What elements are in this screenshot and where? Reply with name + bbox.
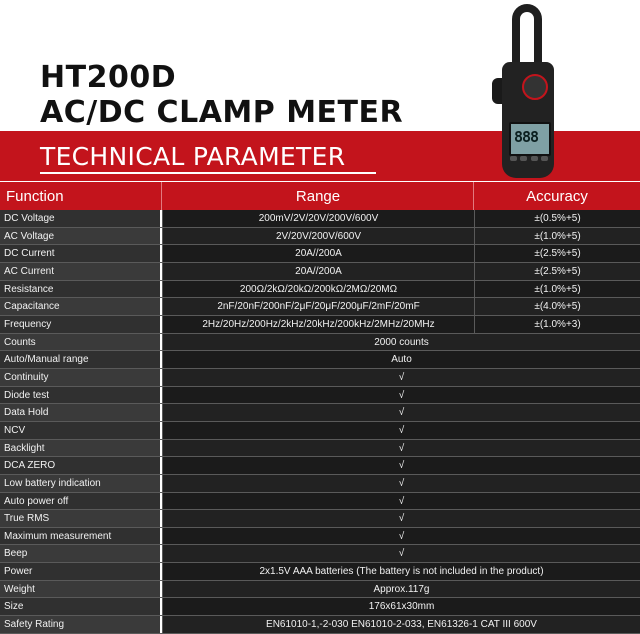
table-row: [0, 598, 640, 616]
rotary-dial: [522, 74, 548, 100]
function-label: DC Voltage: [0, 210, 160, 227]
clamp-meter-image: [492, 4, 562, 178]
spec-value: √: [162, 422, 640, 439]
function-label: Counts: [0, 334, 160, 351]
table-row: [0, 422, 640, 440]
accuracy-value: ±(4.0%+5): [474, 298, 640, 315]
accuracy-value: ±(1.0%+5): [474, 228, 640, 245]
spec-value: √: [162, 493, 640, 510]
table-row: [0, 493, 640, 511]
section-subtitle: TECHNICAL PARAMETER: [40, 142, 346, 171]
table-row: [0, 510, 640, 528]
function-label: Continuity: [0, 369, 160, 386]
table-row: [0, 334, 640, 352]
function-label: Auto power off: [0, 493, 160, 510]
spec-value: √: [162, 528, 640, 545]
table-row: [0, 298, 640, 316]
range-value: 2V/20V/200V/600V: [162, 228, 474, 245]
function-label: AC Voltage: [0, 228, 160, 245]
table-row: [0, 210, 640, 228]
range-value: 2nF/20nF/200nF/2μF/20μF/200μF/2mF/20mF: [162, 298, 474, 315]
header-range: Range: [295, 188, 341, 205]
table-row: [0, 245, 640, 263]
accuracy-value: ±(2.5%+5): [474, 263, 640, 280]
function-label: Power: [0, 563, 160, 580]
meter-button: [531, 156, 538, 161]
spec-value: √: [162, 440, 640, 457]
table-row: [0, 387, 640, 405]
function-label: Weight: [0, 581, 160, 598]
table-row: [0, 281, 640, 299]
table-row: [0, 440, 640, 458]
function-label: Maximum measurement: [0, 528, 160, 545]
range-value: 200mV/2V/20V/200V/600V: [162, 210, 474, 227]
spec-value: 2x1.5V AAA batteries (The battery is not included in the product): [162, 563, 640, 580]
spec-value: √: [162, 510, 640, 527]
function-label: Beep: [0, 545, 160, 562]
spec-value: √: [162, 369, 640, 386]
clamp-jaw: [512, 4, 542, 68]
spec-table: [0, 182, 640, 634]
function-label: Data Hold: [0, 404, 160, 421]
range-value: 2Hz/20Hz/200Hz/2kHz/20kHz/200kHz/2MHz/20MHz: [162, 316, 474, 333]
header-function: Function: [6, 188, 64, 205]
function-label: Frequency: [0, 316, 160, 333]
spec-value: EN61010-1,-2-030 EN61010-2-033, EN61326-1 CAT III 600V: [162, 616, 640, 633]
header-accuracy: Accuracy: [526, 188, 588, 205]
table-row: [0, 545, 640, 563]
function-label: NCV: [0, 422, 160, 439]
table-row: [0, 563, 640, 581]
function-label: DC Current: [0, 245, 160, 262]
table-row: [0, 369, 640, 387]
meter-button: [541, 156, 548, 161]
function-label: Auto/Manual range: [0, 351, 160, 368]
table-row: [0, 528, 640, 546]
spec-value: √: [162, 404, 640, 421]
table-row: [0, 404, 640, 422]
spec-value: √: [162, 475, 640, 492]
table-body: [0, 210, 640, 634]
table-row: [0, 316, 640, 334]
table-row: [0, 228, 640, 246]
table-row: [0, 581, 640, 599]
accuracy-value: ±(0.5%+5): [474, 210, 640, 227]
product-model-title: HT200D: [40, 60, 177, 95]
function-label: Backlight: [0, 440, 160, 457]
subtitle-underline: [40, 172, 376, 174]
function-label: Resistance: [0, 281, 160, 298]
accuracy-value: ±(1.0%+3): [474, 316, 640, 333]
range-value: 20A//200A: [162, 263, 474, 280]
function-label: AC Current: [0, 263, 160, 280]
function-label: DCA ZERO: [0, 457, 160, 474]
range-value: 200Ω/2kΩ/20kΩ/200kΩ/2MΩ/20MΩ: [162, 281, 474, 298]
spec-value: Auto: [162, 351, 640, 368]
table-row: [0, 351, 640, 369]
lcd-reading: 888: [514, 128, 539, 146]
function-label: Capacitance: [0, 298, 160, 315]
header: [0, 0, 640, 182]
table-header: [0, 182, 640, 210]
accuracy-value: ±(1.0%+5): [474, 281, 640, 298]
meter-buttons: [510, 156, 548, 162]
spec-value: √: [162, 457, 640, 474]
meter-button: [510, 156, 517, 161]
spec-value: 176x61x30mm: [162, 598, 640, 615]
function-label: Safety Rating: [0, 616, 160, 633]
accuracy-value: ±(2.5%+5): [474, 245, 640, 262]
function-label: Low battery indication: [0, 475, 160, 492]
meter-button: [520, 156, 527, 161]
table-row: [0, 457, 640, 475]
spec-value: √: [162, 545, 640, 562]
table-row: [0, 475, 640, 493]
spec-value: 2000 counts: [162, 334, 640, 351]
function-label: Size: [0, 598, 160, 615]
function-label: True RMS: [0, 510, 160, 527]
range-value: 20A//200A: [162, 245, 474, 262]
function-label: Diode test: [0, 387, 160, 404]
spec-value: Approx.117g: [162, 581, 640, 598]
spec-value: √: [162, 387, 640, 404]
product-type-title: AC/DC CLAMP METER: [40, 95, 404, 130]
table-row: [0, 263, 640, 281]
table-row: [0, 616, 640, 634]
